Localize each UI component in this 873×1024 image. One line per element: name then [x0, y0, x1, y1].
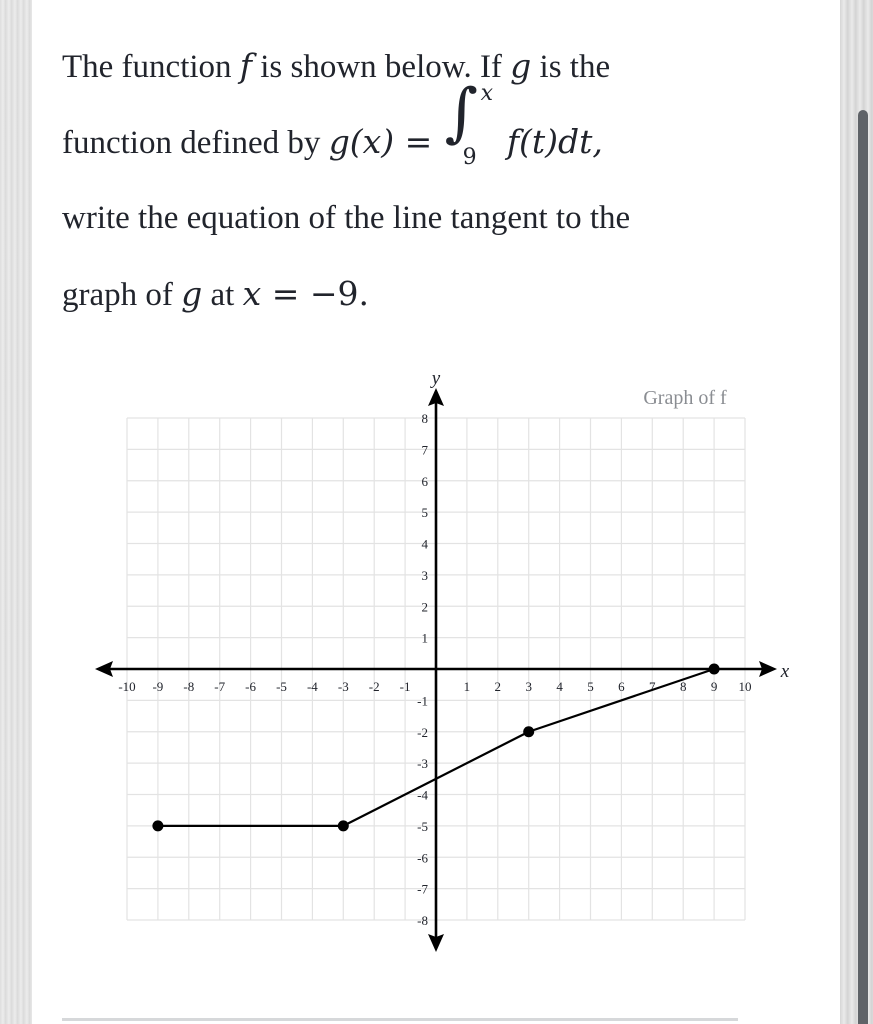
- y-tick-label: -8: [417, 913, 428, 928]
- y-tick-label: -4: [417, 787, 428, 803]
- x-tick-label: -1: [399, 679, 411, 694]
- x-tick-label: -7: [214, 679, 226, 694]
- text-segment: The function: [62, 49, 240, 85]
- y-tick-label: 1: [421, 630, 428, 646]
- data-point: [338, 820, 349, 831]
- data-point: [709, 664, 720, 675]
- data-point: [523, 726, 534, 737]
- y-tick-label: -1: [417, 693, 428, 709]
- math-x: x: [242, 274, 262, 313]
- y-tick-label: 8: [421, 411, 428, 426]
- x-tick-label: 5: [587, 679, 594, 694]
- text-segment: function defined by: [62, 125, 329, 161]
- text-segment: at: [202, 277, 243, 313]
- x-tick-label: 9: [710, 679, 718, 694]
- x-tick-label: 10: [738, 679, 752, 694]
- y-tick-label: 4: [421, 536, 428, 552]
- data-point: [152, 820, 163, 831]
- x-tick-label: 8: [679, 679, 687, 694]
- math-g: g: [181, 274, 203, 313]
- x-tick-label: -4: [306, 679, 318, 694]
- chart-axes: [95, 388, 777, 952]
- x-axis-label: x: [780, 661, 790, 682]
- y-tick-label: 3: [421, 567, 428, 583]
- x-tick-label: 6: [618, 679, 625, 694]
- math-f: f: [239, 46, 252, 85]
- y-tick-label: 2: [421, 599, 428, 615]
- x-tick-label: 1: [463, 679, 471, 694]
- y-tick-label: 5: [421, 505, 428, 521]
- x-tick-label: -9: [152, 679, 164, 694]
- y-tick-label: 7: [421, 442, 428, 458]
- y-tick-label: -6: [417, 850, 428, 866]
- text-segment: is the: [531, 49, 611, 85]
- x-tick-label: 4: [556, 679, 563, 694]
- chart-title: Graph of f: [643, 387, 727, 409]
- text-segment: is shown below. If: [252, 49, 511, 85]
- x-tick-label: -6: [245, 679, 257, 694]
- x-tick-label: 7: [649, 679, 656, 694]
- y-tick-label: -2: [417, 724, 428, 740]
- x-tick-label: -8: [183, 679, 195, 694]
- x-tick-label: -2: [368, 679, 380, 694]
- math-integrand: f(t)dt,: [506, 122, 603, 161]
- x-tick-label: -5: [276, 679, 287, 694]
- question-line-3: write the equation of the line tangent to the: [62, 200, 631, 236]
- y-tick-label: -3: [417, 756, 428, 772]
- integral-sign: ∫: [444, 76, 478, 150]
- x-tick-label: -3: [337, 679, 349, 694]
- y-tick-label: -5: [417, 818, 428, 834]
- math-x-value: = −9.: [261, 274, 369, 313]
- integral-lower-limit: 9: [462, 145, 477, 170]
- y-tick-label: -7: [417, 881, 428, 897]
- math-g: g: [510, 46, 532, 85]
- integral-upper-limit: x: [480, 81, 493, 106]
- x-tick-label: 2: [494, 679, 502, 694]
- section-divider: [62, 1018, 738, 1021]
- text-segment: graph of: [62, 277, 182, 313]
- y-tick-label: 6: [421, 473, 428, 489]
- x-tick-label: -10: [118, 679, 136, 694]
- y-axis-label: y: [431, 368, 441, 389]
- x-tick-label: 3: [525, 679, 532, 694]
- math-g-of-x: g(x) =: [328, 122, 433, 161]
